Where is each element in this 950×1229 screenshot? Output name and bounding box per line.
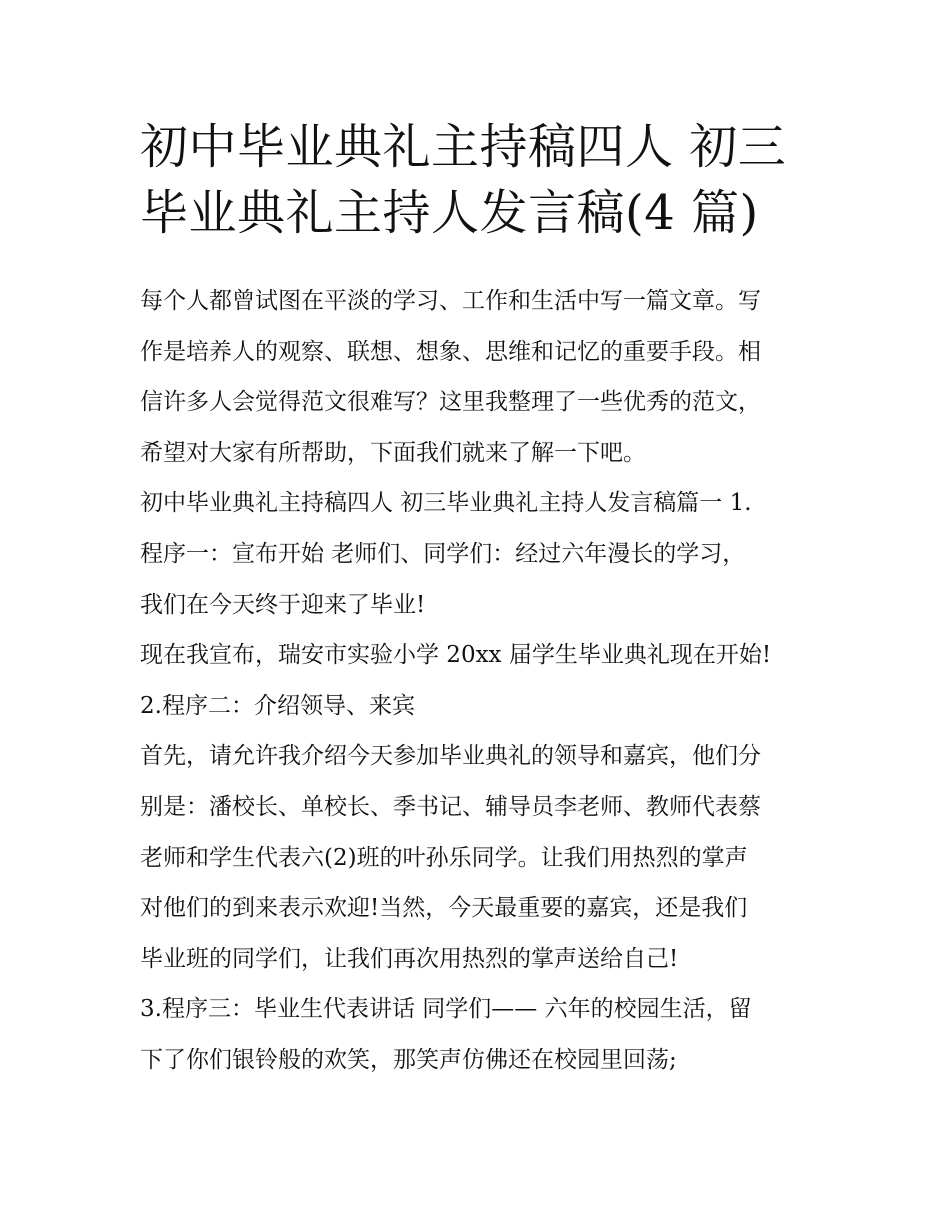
title-line-2: 毕业典礼主持人发言稿(4 篇) <box>140 185 759 241</box>
body-line: 2.程序二：介绍领导、来宾 <box>140 692 415 719</box>
body-line: 现在我宣布，瑞安市实验小学 20xx 届学生毕业典礼现在开始! <box>140 642 772 669</box>
body-line: 希望对大家有所帮助，下面我们就来了解一下吧。 <box>140 439 646 466</box>
body-line: 下了你们银铃般的欢笑，那笑声仿佛还在校园里回荡; <box>140 1046 677 1073</box>
body-line: 初中毕业典礼主持稿四人 初三毕业典礼主持人发言稿篇一 1. <box>140 490 752 517</box>
body-line: 作是培养人的观察、联想、想象、思维和记忆的重要手段。相 <box>140 338 761 365</box>
body-line: 毕业班的同学们，让我们再次用热烈的掌声送给自己! <box>140 945 679 972</box>
document-title <box>140 114 830 246</box>
body-line: 别是：潘校长、单校长、季书记、辅导员李老师、教师代表蔡 <box>140 793 761 820</box>
body-line: 每个人都曾试图在平淡的学习、工作和生活中写一篇文章。写 <box>140 288 761 314</box>
title-line-1: 初中毕业典礼主持稿四人 初三 <box>140 119 787 175</box>
body-line: 老师和学生代表六(2)班的叶孙乐同学。让我们用热烈的掌声 <box>140 844 748 871</box>
body-line: 我们在今天终于迎来了毕业! <box>140 591 426 618</box>
body-line: 信许多人会觉得范文很难写？这里我整理了一些优秀的范文， <box>140 389 761 416</box>
body-line: 程序一：宣布开始 老师们、同学们：经过六年漫长的学习， <box>140 540 746 567</box>
body-line: 3.程序三：毕业生代表讲话 同学们—— 六年的校园生活，留 <box>140 996 752 1023</box>
body-line: 对他们的到来表示欢迎!当然，今天最重要的嘉宾，还是我们 <box>140 895 748 922</box>
document-body <box>140 276 840 1086</box>
body-line: 首先，请允许我介绍今天参加毕业典礼的领导和嘉宾，他们分 <box>140 743 761 770</box>
